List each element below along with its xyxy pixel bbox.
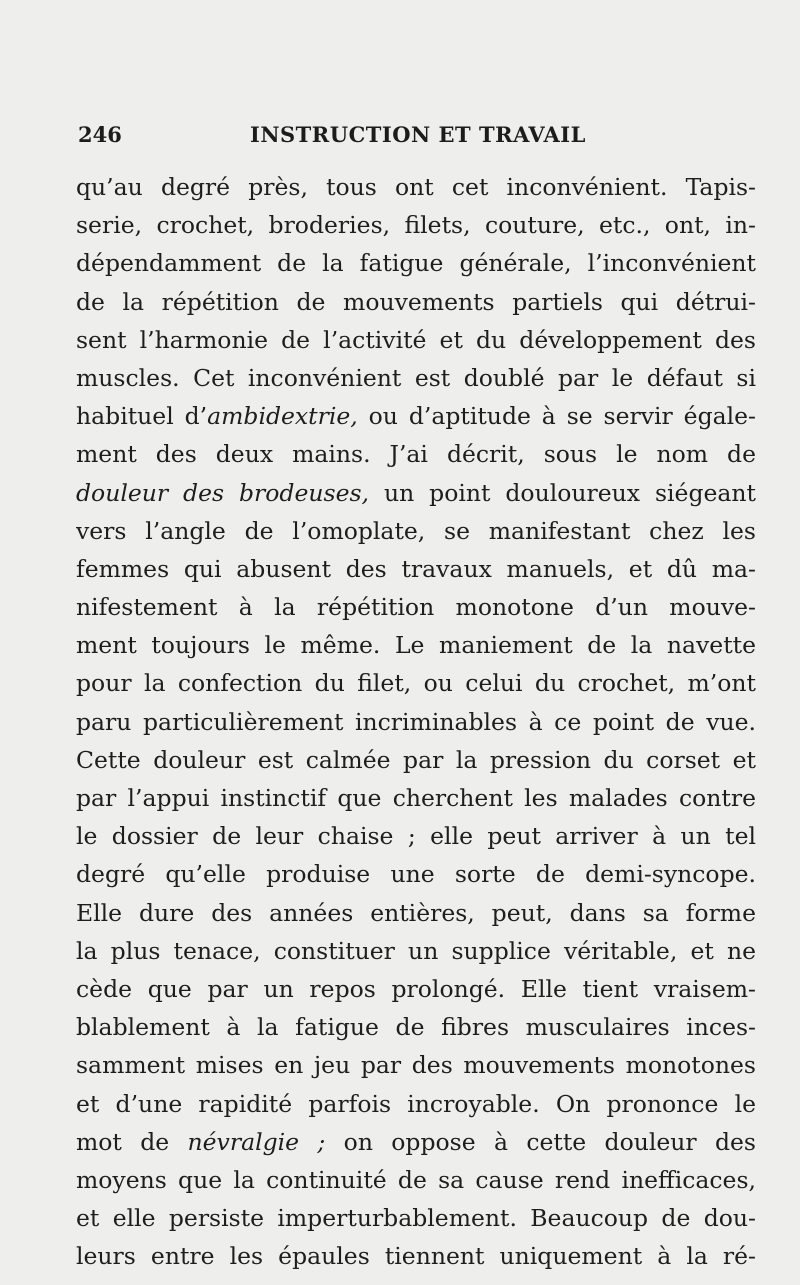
text-line: pour la confection du filet, ou celui du crochet, m’ont [76,669,756,698]
text-line: ment toujours le même. Le maniement de la navette [76,631,756,660]
text-line: paru particulièrement incriminables à ce point de vue. [76,707,756,736]
text-line: muscles. Cet inconvénient est doublé par le défaut si [76,363,756,392]
text-line: et d’une rapidité parfois incroyable. On prononce le [76,1089,756,1118]
page-header [78,118,743,158]
text-line: qu’au degré près, tous ont cet inconvénient. Tapis- [76,173,756,201]
text-line: vers l’angle de l’omoplate, se manifestant chez les [76,516,756,545]
italic-term: douleur des brodeuses, [76,478,370,507]
italic-term: ambidextrie, [207,402,358,431]
text-line: degré qu’elle produise une sorte de demi-syncope. [76,860,756,889]
text-line: le dossier de leur chaise ; elle peut arriver à un tel [76,822,756,851]
text-line: de la répétition de mouvements partiels qui détrui- [76,287,756,316]
text-line: Cette douleur est calmée par la pression du corset et [76,745,756,774]
text-line: moyens que la continuité de sa cause rend inefficaces, [76,1165,756,1194]
text-line: nifestement à la répétition monotone d’un mouve- [76,593,756,622]
text-line: la plus tenace, constituer un supplice véritable, et ne [76,936,756,965]
text-line: cède que par un repos prolongé. Elle tient vraisem- [76,974,756,1003]
text-line: et elle persiste imperturbablement. Beaucoup de dou- [76,1204,756,1233]
page-number: 246 [78,122,122,147]
text-line: habituel d’ambidextrie, ou d’aptitude à se servir égale- [76,402,756,431]
text-line: sent l’harmonie de l’activité et du développement des [76,325,756,354]
text-line: ment des deux mains. J’ai décrit, sous le nom de [76,440,756,469]
text-line: douleur des brodeuses, un point douloureux siégeant [76,478,756,507]
text-line: blablement à la fatigue de fibres musculaires inces- [76,1013,756,1042]
italic-term: névralgie ; [187,1127,326,1156]
text-line: Elle dure des années entières, peut, dans sa forme [76,898,756,927]
running-title: INSTRUCTION ET TRAVAIL [250,122,586,147]
text-line: samment mises en jeu par des mouvements monotones [76,1051,756,1080]
text-line: mot de névralgie ; on oppose à cette douleur des [76,1127,756,1156]
text-line: serie, crochet, broderies, filets, couture, etc., ont, in- [76,211,756,240]
text-line: leurs entre les épaules tiennent uniquement à la ré- [76,1242,756,1271]
text-line: dépendamment de la fatigue générale, l’inconvénient [76,249,756,278]
text-line: femmes qui abusent des travaux manuels, et dû ma- [76,554,756,583]
body-text [76,168,756,1275]
text-line: par l’appui instinctif que cherchent les malades contre [76,784,756,812]
